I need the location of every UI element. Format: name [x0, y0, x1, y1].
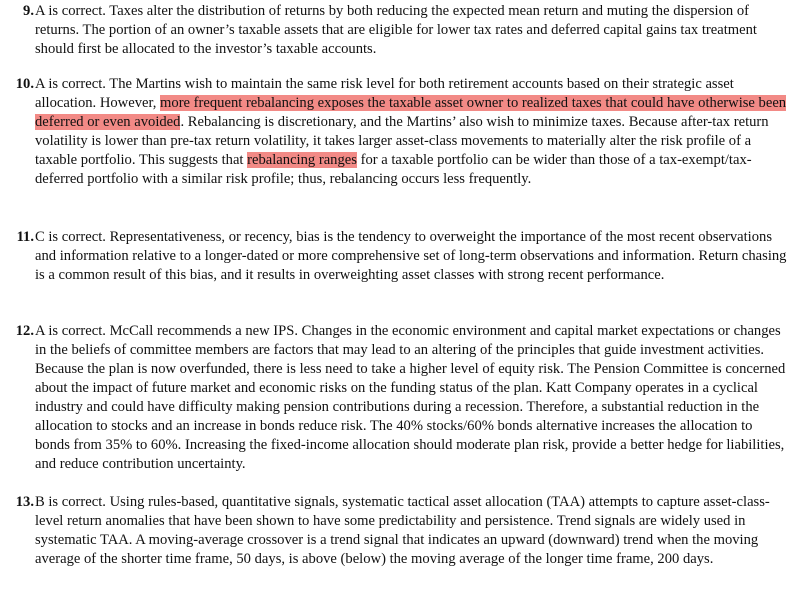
answer-number: 9.	[23, 3, 34, 19]
answer-text	[35, 75, 788, 189]
answer-text: A is correct. McCall recommends a new IPS. Changes in the economic environment and capital market expectations or changes in the beliefs of committee members are factors that may lead to an altering of the principles that guide investment activities. Because the plan is now overfunded, there is less need to take a higher level of equity risk. The Pension Committee is concerned about the impact of future market and economic risks on the funding status of the plan. Katt Company operates in a cyclical industry and could have difficulty making pension contributions during a recession. Therefore, a substantial reduction in the allocation to stocks and an increase in bonds reduce risk. The 40% stocks/60% bonds alternative increases the allocation to bonds from 35% to 60%. Increasing the fixed-income allocation should moderate plan risk, provide a better hedge for liabilities, and reduce contribution uncertainty.	[35, 323, 786, 472]
answer-text: B is correct. Using rules-based, quantitative signals, systematic tactical asset allocation (TAA) attempts to capture asset-class-level return anomalies that have been shown to have some predictability and persistence. Trend signals are widely used in systematic TAA. A moving-average crossover is a trend signal that indicates an upward (downward) trend when the moving average of the shorter time frame, 50 days, is above (below) the moving average of the longer time frame, 200 days.	[35, 494, 770, 567]
answer-text: A is correct. Taxes alter the distribution of returns by both reducing the expected mean return and muting the dispersion of returns. The portion of an owner’s taxable assets that are eligible for lower tax rates and deferred capital gains tax treatment should first be allocated to the investor’s taxable accounts.	[35, 3, 757, 57]
highlighted-text: rebalancing ranges	[247, 152, 357, 168]
answer-text-part: . Rebalancing is discretionary, and the Martins’ also wish to minimize taxes. Because after-tax return volatility is lower than pre-tax return volatility, it takes larger asset-class movements to materially alter the risk profile of a taxable portfolio. This suggests that	[35, 114, 769, 168]
answer-number: 12.	[15, 323, 34, 339]
answer-number: 11.	[16, 229, 34, 245]
highlighted-text: more frequent rebalancing exposes the taxable asset owner to realized taxes that could have otherwise been deferred or even avoided	[35, 95, 787, 130]
answer-text: C is correct. Representativeness, or recency, bias is the tendency to overweight the importance of the most recent observations and information relative to a longer-dated or more comprehensive set of long-term observations and information. Return chasing is a common result of this bias, and it results in overweighting asset classes with strong recent performance.	[35, 229, 787, 283]
answer-number: 13.	[15, 494, 34, 510]
answer-text-part: for a taxable portfolio can be wider than those of a tax-exempt/tax-deferred portfolio with a similar risk profile; thus, rebalancing occurs less frequently.	[35, 152, 752, 187]
answer-number: 10.	[15, 76, 34, 92]
answer-text-part: A is correct. The Martins wish to maintain the same risk level for both retirement accounts based on their strategic asset allocation. However,	[35, 76, 734, 111]
